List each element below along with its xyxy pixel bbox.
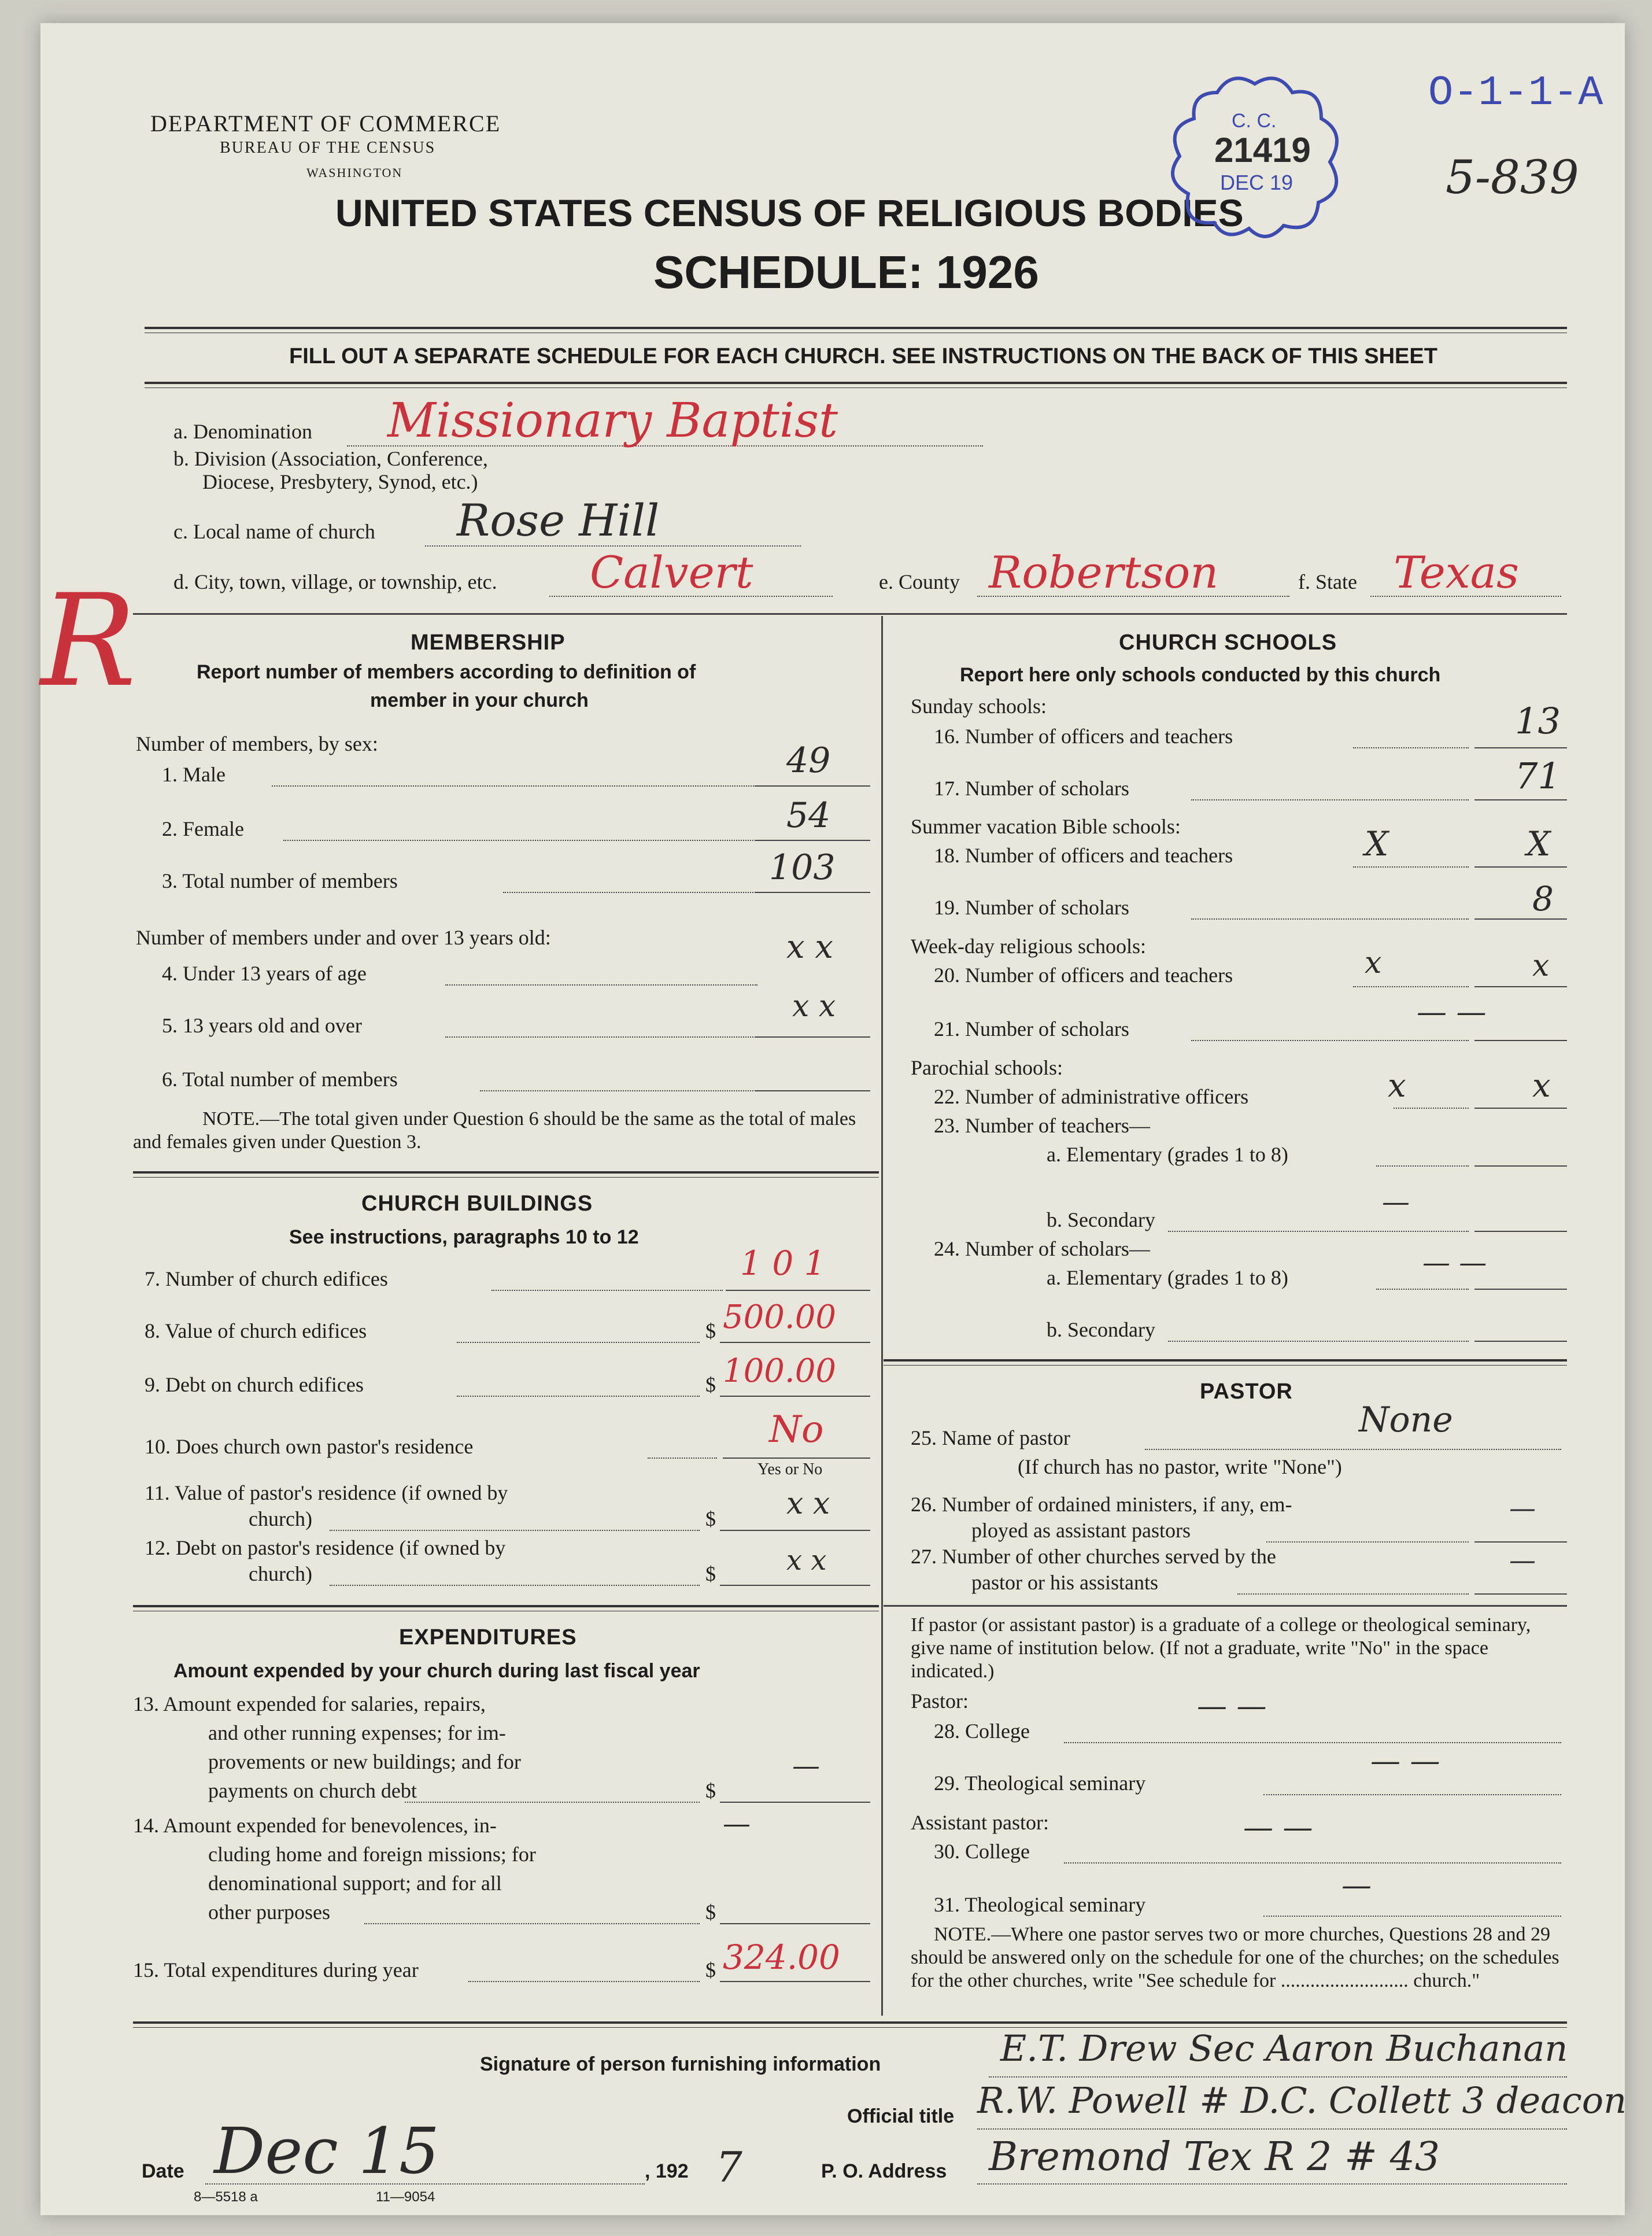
q22-value-a: x xyxy=(1388,1067,1406,1105)
q27-label-2: pastor or his assistants xyxy=(971,1571,1158,1594)
q8-dollar: $ xyxy=(705,1319,716,1342)
q16-line xyxy=(1353,747,1469,748)
q26-label-2: ployed as assistant pastors xyxy=(971,1519,1191,1542)
q24b-answer-line xyxy=(1474,1341,1567,1342)
q23b-label: b. Secondary xyxy=(1047,1208,1155,1231)
q1-line xyxy=(272,785,763,787)
division-label-1: b. Division (Association, Conference, xyxy=(173,447,488,470)
q14-line-1: 14. Amount expended for benevolences, in- xyxy=(133,1814,497,1837)
yes-no-caption: Yes or No xyxy=(757,1460,823,1478)
q4-label: 4. Under 13 years of age xyxy=(162,962,367,985)
official-title-value: R.W. Powell # D.C. Collett 3 deacon xyxy=(977,2079,1627,2121)
schools-sub: Report here only schools conducted by this church xyxy=(960,664,1441,686)
pastor-sublabel: Pastor: xyxy=(911,1689,969,1713)
expenditures-heading: EXPENDITURES xyxy=(399,1625,577,1650)
q12-label-1: 12. Debt on pastor's residence (if owned by xyxy=(145,1536,506,1559)
q8-label: 8. Value of church edifices xyxy=(145,1319,367,1342)
q30-value: — — xyxy=(1243,1810,1313,1845)
q21-answer-line xyxy=(1474,1040,1567,1041)
q21-label: 21. Number of scholars xyxy=(934,1017,1129,1040)
census-form-sheet xyxy=(40,23,1625,2215)
q31-line xyxy=(1263,1916,1561,1917)
q15-dollar: $ xyxy=(705,1958,716,1982)
pastor-rule xyxy=(884,1605,1567,1607)
q3-line xyxy=(503,892,757,893)
margin-mark: R xyxy=(40,567,136,715)
q8-answer-line xyxy=(720,1342,870,1343)
q14-dots xyxy=(364,1923,700,1924)
q17-line xyxy=(1191,799,1469,800)
q25-note: (If church has no pastor, write "None") xyxy=(1018,1455,1342,1478)
sunday-label: Sunday schools: xyxy=(911,695,1047,718)
buildings-sub: See instructions, paragraphs 10 to 12 xyxy=(289,1226,639,1248)
schools-rule xyxy=(884,1359,1567,1366)
q3-value: 103 xyxy=(769,847,836,888)
q8-line xyxy=(457,1342,700,1343)
q19-label: 19. Number of scholars xyxy=(934,896,1129,919)
q24a-value: — — xyxy=(1422,1246,1487,1279)
q7-line xyxy=(491,1290,723,1291)
q17-label: 17. Number of scholars xyxy=(934,777,1129,800)
q24a-line xyxy=(1376,1289,1469,1290)
q10-line xyxy=(648,1458,717,1459)
q13-line-4: payments on church debt xyxy=(208,1779,417,1802)
year-prefix: , 192 xyxy=(645,2160,689,2182)
q13-dollar: $ xyxy=(705,1779,716,1802)
official-title-label: Official title xyxy=(847,2105,955,2127)
q15-label: 15. Total expenditures during year xyxy=(133,1958,419,1982)
q23b-value: — xyxy=(1382,1186,1410,1218)
q19-value: 8 xyxy=(1532,879,1554,918)
q24b-label: b. Secondary xyxy=(1047,1318,1155,1341)
q9-value: 100.00 xyxy=(723,1352,836,1390)
q28-label: 28. College xyxy=(934,1720,1030,1743)
q26-line xyxy=(1266,1541,1469,1543)
q15-value: 324.00 xyxy=(723,1938,840,1977)
q19-answer-line xyxy=(1474,918,1567,920)
department-heading: DEPARTMENT OF COMMERCE xyxy=(150,110,501,136)
date-label: Date xyxy=(142,2160,184,2182)
membership-rule xyxy=(133,1171,879,1178)
q18-line xyxy=(1353,866,1469,868)
fields-rule xyxy=(133,613,1567,615)
division-label-2: Diocese, Presbytery, Synod, etc.) xyxy=(202,470,478,493)
q22-value-b: x xyxy=(1532,1067,1551,1105)
expenditures-sub: Amount expended by your church during last fiscal year xyxy=(173,1660,700,1682)
q1-answer-line xyxy=(755,785,870,787)
q7-label: 7. Number of church edifices xyxy=(145,1267,388,1290)
q12-answer-line xyxy=(720,1585,870,1586)
signature-label: Signature of person furnishing information xyxy=(480,2053,881,2075)
q18-answer-line xyxy=(1474,866,1567,868)
q24-label: 24. Number of scholars— xyxy=(934,1237,1150,1260)
q1-value: 49 xyxy=(786,740,831,781)
q16-value: 13 xyxy=(1515,700,1561,742)
q2-answer-line xyxy=(755,840,870,841)
q21-value: — — xyxy=(1417,995,1487,1030)
q2-label: 2. Female xyxy=(162,817,244,840)
q10-label: 10. Does church own pastor's residence xyxy=(145,1435,474,1458)
stamp-line2: 21419 xyxy=(1214,131,1311,169)
q23a-label: a. Elementary (grades 1 to 8) xyxy=(1047,1143,1288,1166)
church-name-value: Rose Hill xyxy=(457,495,660,546)
church-name-label: c. Local name of church xyxy=(173,520,375,543)
q18-value-a: X xyxy=(1365,824,1389,864)
q3-label: 3. Total number of members xyxy=(162,869,398,892)
q23-label: 23. Number of teachers— xyxy=(934,1114,1150,1137)
po-address-label: P. O. Address xyxy=(821,2160,947,2182)
q22-line xyxy=(1394,1108,1469,1109)
signature-line xyxy=(989,2076,1567,2078)
q25-label: 25. Name of pastor xyxy=(911,1426,1070,1449)
q27-label-1: 27. Number of other churches served by the xyxy=(911,1545,1276,1568)
pastor-heading: PASTOR xyxy=(1200,1379,1293,1404)
q11-line xyxy=(330,1530,700,1531)
form-number: 8—5518 a xyxy=(194,2189,258,2205)
q11-label-1: 11. Value of pastor's residence (if owned by xyxy=(145,1481,508,1504)
q11-value: x x xyxy=(786,1486,830,1521)
q20-line xyxy=(1353,986,1469,987)
q12-line xyxy=(330,1585,700,1586)
schools-heading: CHURCH SCHOOLS xyxy=(1119,630,1337,655)
q26-label-1: 26. Number of ordained ministers, if any, em- xyxy=(911,1493,1292,1516)
q26-answer-line xyxy=(1474,1541,1567,1543)
q5-value: x x xyxy=(792,989,836,1024)
q24a-answer-line xyxy=(1474,1289,1567,1290)
q13-answer-line xyxy=(720,1802,870,1803)
membership-heading: MEMBERSHIP xyxy=(411,630,566,655)
by-age-label: Number of members under and over 13 years old: xyxy=(136,926,551,949)
q12-dollar: $ xyxy=(705,1562,716,1585)
q10-answer-line xyxy=(723,1458,870,1459)
city-label: d. City, town, village, or township, etc. xyxy=(173,570,497,593)
washington-heading: WASHINGTON xyxy=(306,165,403,180)
q20-value-a: x xyxy=(1365,946,1382,980)
state-label: f. State xyxy=(1298,570,1357,593)
q1-label: 1. Male xyxy=(162,763,226,786)
assistant-sublabel: Assistant pastor: xyxy=(911,1811,1049,1834)
q27-value: — xyxy=(1509,1544,1536,1575)
q5-answer-line xyxy=(755,1036,870,1038)
by-sex-label: Number of members, by sex: xyxy=(136,732,378,755)
pastor-note: NOTE.—Where one pastor serves two or more churches, Questions 28 and 29 should be answered only on the schedule for one of the churches; on the schedules for the other churches, write "See schedule for .......................... church." xyxy=(911,1924,1559,1991)
q25-line xyxy=(1145,1449,1561,1450)
q28-value: — — xyxy=(1197,1689,1267,1724)
q12-value: x x xyxy=(786,1544,827,1577)
banner-rule xyxy=(145,382,1567,388)
membership-sub-2: member in your church xyxy=(370,689,589,711)
state-value: Texas xyxy=(1394,547,1519,598)
q23a-answer-line xyxy=(1474,1165,1567,1167)
q29-value: — — xyxy=(1370,1744,1440,1779)
q20-answer-line xyxy=(1474,986,1567,987)
q7-answer-line xyxy=(726,1290,870,1291)
graduate-note: If pastor (or assistant pastor) is a graduate of a college or theological seminary, give name of institution below. (If not a graduate, write "No" in the space indicated.) xyxy=(911,1614,1531,1682)
q6-answer-line xyxy=(755,1090,870,1091)
q9-line xyxy=(457,1396,700,1397)
q24a-label: a. Elementary (grades 1 to 8) xyxy=(1047,1266,1288,1289)
q12-label-2: church) xyxy=(249,1562,312,1585)
q19-line xyxy=(1191,918,1469,920)
q9-dollar: $ xyxy=(705,1373,716,1396)
q22-label: 22. Number of administrative officers xyxy=(934,1085,1249,1108)
q31-label: 31. Theological seminary xyxy=(934,1893,1146,1916)
q11-dollar: $ xyxy=(705,1507,716,1530)
membership-note: NOTE.—The total given under Question 6 should be the same as the total of males and females given under Question 3. xyxy=(133,1108,856,1153)
file-number: 5-839 xyxy=(1446,150,1579,204)
q14-line-2: cluding home and foreign missions; for xyxy=(208,1843,536,1866)
q8-value: 500.00 xyxy=(723,1298,836,1336)
q29-line xyxy=(1263,1794,1561,1795)
top-rule xyxy=(145,327,1567,333)
weekday-label: Week-day religious schools: xyxy=(911,935,1147,958)
denomination-value: Missionary Baptist xyxy=(387,393,838,448)
q27-line xyxy=(1237,1593,1469,1595)
q13-line-2: and other running expenses; for im- xyxy=(208,1721,506,1744)
membership-sub-1: Report number of members according to definition of xyxy=(197,661,696,683)
q18-value-b: X xyxy=(1527,824,1551,864)
stamp-line3: DEC 19 xyxy=(1220,171,1293,194)
q16-label: 16. Number of officers and teachers xyxy=(934,725,1233,748)
column-divider xyxy=(881,616,883,2016)
q13-value: — xyxy=(792,1750,820,1782)
q14-line-3: denominational support; and for all xyxy=(208,1872,502,1895)
q30-label: 30. College xyxy=(934,1840,1030,1863)
q23b-answer-line xyxy=(1474,1231,1567,1232)
q10-value: No xyxy=(769,1408,824,1451)
bureau-heading: BUREAU OF THE CENSUS xyxy=(220,139,436,157)
q3-answer-line xyxy=(755,892,870,893)
q21-line xyxy=(1191,1040,1469,1041)
q13-line-3: provements or new buildings; and for xyxy=(208,1750,521,1773)
q18-label: 18. Number of officers and teachers xyxy=(934,844,1233,867)
q2-line xyxy=(283,840,757,841)
q20-value-b: x xyxy=(1532,949,1550,983)
q17-answer-line xyxy=(1474,799,1567,800)
parochial-label: Parochial schools: xyxy=(911,1056,1063,1079)
q11-answer-line xyxy=(720,1530,870,1531)
q5-line xyxy=(445,1036,757,1038)
q9-answer-line xyxy=(720,1396,870,1397)
instruction-banner: FILL OUT A SEPARATE SCHEDULE FOR EACH CHURCH. SEE INSTRUCTIONS ON THE BACK OF THIS SHEET xyxy=(289,344,1437,368)
q25-value: None xyxy=(1359,1400,1453,1440)
file-code: O-1-1-A xyxy=(1428,69,1603,117)
q13-line-1: 13. Amount expended for salaries, repairs, xyxy=(133,1692,486,1715)
po-address-line xyxy=(977,2183,1567,2185)
official-title-line xyxy=(977,2128,1567,2130)
q5-label: 5. 13 years old and over xyxy=(162,1014,362,1037)
q11-label-2: church) xyxy=(249,1507,312,1530)
q14-value: — xyxy=(723,1807,751,1840)
q14-line-4: other purposes xyxy=(208,1901,330,1924)
q22-answer-line xyxy=(1474,1108,1567,1109)
year-digit: 7 xyxy=(716,2143,742,2191)
received-stamp xyxy=(1162,69,1353,243)
q23a-line xyxy=(1376,1165,1469,1167)
q14-dollar: $ xyxy=(705,1901,716,1924)
q2-value: 54 xyxy=(786,795,831,836)
q29-label: 29. Theological seminary xyxy=(934,1772,1146,1795)
q13-dots xyxy=(405,1802,700,1803)
summer-label: Summer vacation Bible schools: xyxy=(911,815,1181,838)
q23b-line xyxy=(1168,1231,1469,1232)
q14-answer-line xyxy=(720,1923,870,1924)
po-address-value: Bremond Tex R 2 # 43 xyxy=(989,2134,1440,2180)
q4-value: x x xyxy=(786,928,833,966)
q30-line xyxy=(1064,1862,1561,1864)
q4-line xyxy=(445,984,757,986)
denomination-label: a. Denomination xyxy=(173,420,312,443)
q17-value: 71 xyxy=(1515,755,1561,797)
q7-value: 1 0 1 xyxy=(740,1244,826,1283)
q15-answer-line xyxy=(720,1981,870,1982)
county-label: e. County xyxy=(879,570,960,593)
schedule-title: SCHEDULE: 1926 xyxy=(653,246,1039,298)
q15-dots xyxy=(468,1981,700,1982)
q24b-line xyxy=(1168,1341,1469,1342)
q31-value: — xyxy=(1341,1868,1372,1903)
city-value: Calvert xyxy=(590,547,753,598)
q28-line xyxy=(1064,1742,1561,1743)
stamp-line1: C. C. xyxy=(1232,110,1277,132)
date-value: Dec 15 xyxy=(214,2114,439,2188)
q20-label: 20. Number of officers and teachers xyxy=(934,964,1233,987)
buildings-heading: CHURCH BUILDINGS xyxy=(361,1191,593,1216)
q6-line xyxy=(480,1090,757,1091)
print-number: 11—9054 xyxy=(376,2189,435,2205)
q16-answer-line xyxy=(1474,747,1567,748)
signature-value: E.T. Drew Sec Aaron Buchanan xyxy=(1000,2027,1568,2069)
q6-label: 6. Total number of members xyxy=(162,1068,398,1091)
buildings-rule xyxy=(133,1605,879,1611)
q26-value: — xyxy=(1509,1492,1536,1523)
county-value: Robertson xyxy=(989,547,1219,598)
q27-answer-line xyxy=(1474,1593,1567,1595)
q9-label: 9. Debt on church edifices xyxy=(145,1373,364,1396)
form-title: UNITED STATES CENSUS OF RELIGIOUS BODIES xyxy=(335,191,1244,234)
